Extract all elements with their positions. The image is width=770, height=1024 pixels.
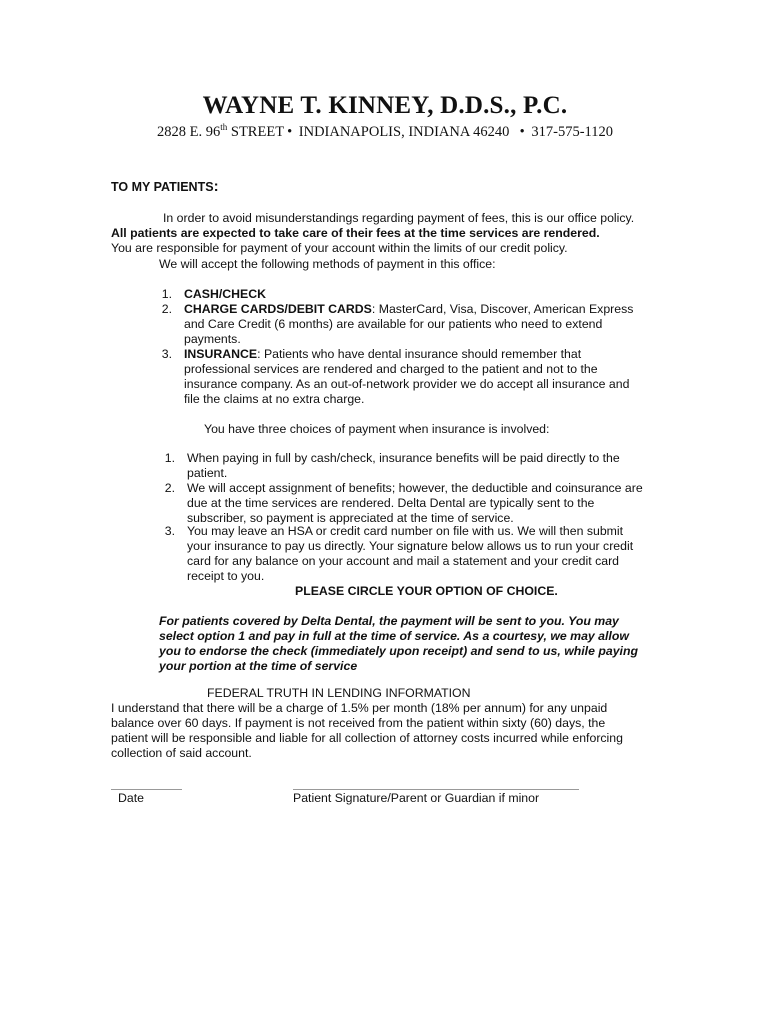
list-number: 1. (161, 287, 172, 301)
lending-line: patient will be responsible and liable for all collection of attorney costs incurred while enforcing (111, 731, 623, 745)
method-line: professional services are rendered and charged to the patient and not to the (184, 362, 598, 376)
address-street-prefix: 2828 E. 96 (157, 124, 221, 140)
bullet-separator: • (287, 124, 293, 140)
practice-address (0, 124, 770, 141)
method-label: INSURANCE (184, 347, 258, 361)
choice-line: You may leave an HSA or credit card number on file with us. We will then submit (187, 524, 624, 538)
note-line: select option 1 and pay in full at the time of service. As a courtesy, we may allow (159, 629, 629, 643)
date-label: Date (118, 791, 144, 805)
signature-label: Patient Signature/Parent or Guardian if minor (293, 791, 540, 805)
address-city: INDIANAPOLIS, INDIANA 46240 (298, 124, 510, 140)
choice-line: your insurance to pay us directly. Your signature below allows us to run your credit (187, 539, 634, 553)
choice-line: due at the time services are rendered. Delta Dental are typically sent to the (187, 496, 595, 510)
lending-line: balance over 60 days. If payment is not received from the patient within sixty (60) days, the (111, 716, 606, 730)
method-rest: : MasterCard, Visa, Discover, American Express (371, 302, 634, 316)
circle-option-instruction: PLEASE CIRCLE YOUR OPTION OF CHOICE. (295, 584, 558, 598)
practice-phone: 317-575-1120 (531, 124, 613, 140)
method-rest: : Patients who have dental insurance should remember that (257, 347, 582, 361)
practice-name: WAYNE T. KINNEY, D.D.S., P.C. (202, 92, 568, 119)
choice-line: We will accept assignment of benefits; however, the deductible and coinsurance are (187, 481, 643, 495)
intro-line: In order to avoid misunderstandings regarding payment of fees, this is our office policy. (163, 211, 635, 225)
address-street-sup: th (220, 122, 228, 133)
method-line: and Care Credit (6 months) are available for our patients who need to extend (184, 317, 603, 331)
list-number: 2. (164, 481, 175, 495)
intro-line: You are responsible for payment of your account within the limits of our credit policy. (111, 241, 568, 255)
list-number: 2. (161, 302, 172, 316)
bullet-separator: • (519, 124, 525, 140)
note-line: For patients covered by Delta Dental, the payment will be sent to you. You may (159, 614, 619, 628)
choice-line: card for any balance on your account and mail a statement and your credit card (187, 554, 620, 568)
salutation (111, 178, 219, 195)
note-line: your portion at the time of service (159, 659, 358, 673)
method-text (184, 302, 633, 317)
method-line: payments. (184, 332, 241, 346)
truth-in-lending-heading: FEDERAL TRUTH IN LENDING INFORMATION (207, 686, 471, 700)
lending-line: collection of said account. (111, 746, 252, 760)
list-number: 1. (164, 451, 175, 465)
list-number: 3. (161, 347, 172, 361)
intro-policy-bold: All patients are expected to take care of their fees at the time services are rendered. (111, 226, 600, 240)
method-label: CHARGE CARDS/DEBIT CARDS (184, 302, 372, 316)
choice-line: When paying in full by cash/check, insurance benefits will be paid directly to the (187, 451, 620, 465)
salutation-colon: : (213, 178, 219, 195)
method-line: file the claims at no extra charge. (184, 392, 365, 406)
method-label: CASH/CHECK (184, 287, 266, 301)
intro-line: We will accept the following methods of payment in this office: (159, 257, 496, 271)
lending-line: I understand that there will be a charge of 1.5% per month (18% per annum) for any unpaid (111, 701, 608, 715)
choices-intro: You have three choices of payment when insurance is involved: (204, 422, 550, 436)
address-street-suffix: STREET (227, 124, 285, 140)
choice-line: receipt to you. (187, 569, 265, 583)
note-line: you to endorse the check (immediately upon receipt) and send to us, while paying (159, 644, 638, 658)
list-number: 3. (164, 524, 175, 538)
method-line: insurance company. As an out-of-network provider we do accept all insurance and (184, 377, 630, 391)
date-signature-line[interactable] (111, 789, 182, 790)
method-text (184, 347, 581, 362)
patient-signature-line[interactable] (293, 789, 579, 790)
choice-line: subscriber, so payment is appreciated at the time of service. (187, 511, 514, 525)
choice-line: patient. (187, 466, 228, 480)
salutation-text: TO MY PATIENTS (111, 180, 214, 194)
